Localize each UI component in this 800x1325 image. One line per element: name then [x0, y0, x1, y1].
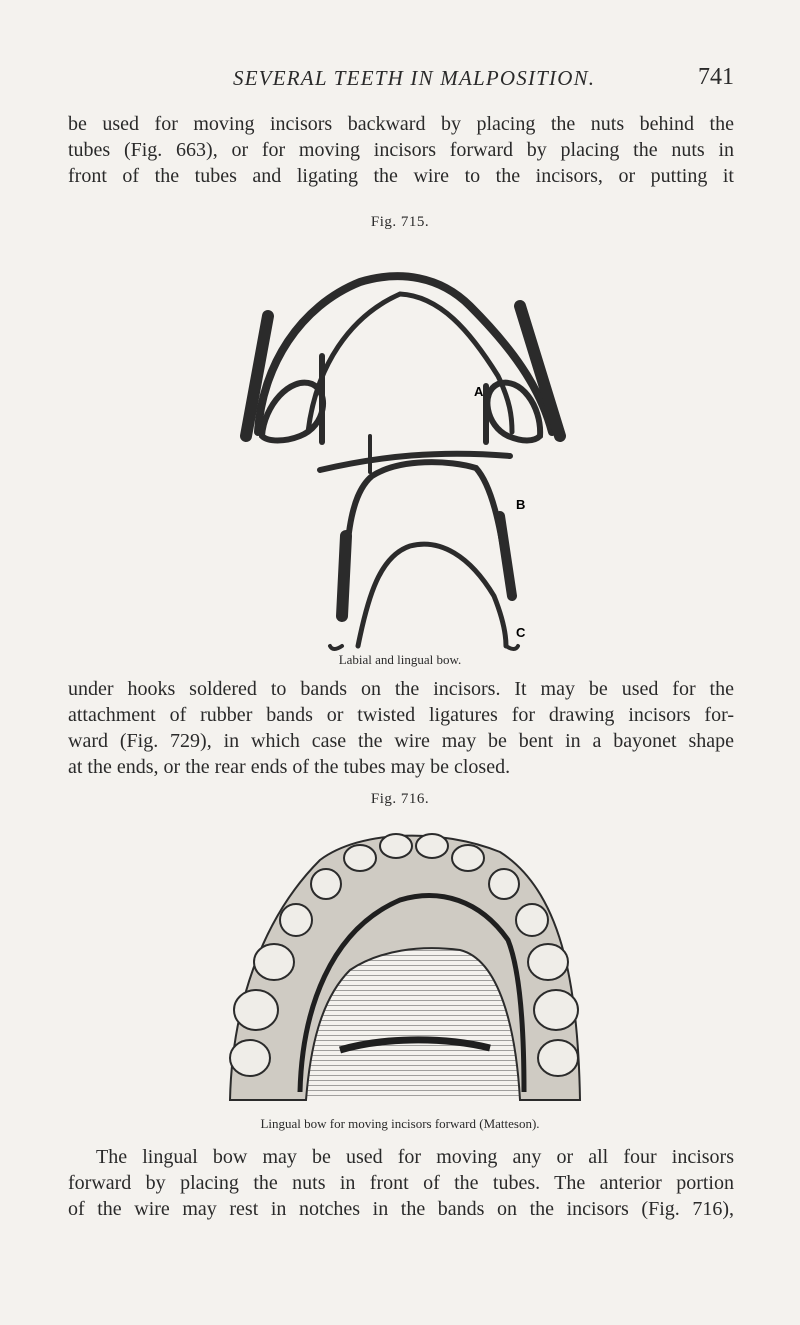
figure-letter-c: C: [516, 625, 526, 640]
figure-715-label: Fig. 715.: [370, 214, 430, 230]
tooth: [452, 845, 484, 871]
tooth: [234, 990, 278, 1030]
tooth: [489, 869, 519, 899]
paragraph-3: [68, 1144, 734, 1222]
text-line: front of the tubes and ligating the wire to the incisors, or putting it: [68, 165, 734, 187]
tooth: [528, 944, 568, 980]
text-line: The lingual bow may be used for moving any or all four incisors: [96, 1146, 734, 1168]
tooth: [416, 834, 448, 858]
tooth: [311, 869, 341, 899]
text-line: under hooks soldered to bands on the incisors. It may be used for the: [68, 678, 734, 700]
figure-715-illustration: [0, 236, 800, 686]
tooth: [534, 990, 578, 1030]
figure-716-caption: Lingual bow for moving incisors forward (Matteson).: [260, 1116, 540, 1131]
figure-716-label: Fig. 716.: [370, 791, 430, 807]
figure-716-illustration: [0, 810, 800, 1110]
figure-715-caption: Labial and lingual bow.: [338, 652, 462, 667]
text-line: ward (Fig. 729), in which case the wire may be bent in a bayonet shape: [68, 730, 734, 752]
text-line: attachment of rubber bands or twisted ligatures for drawing incisors for-: [68, 704, 734, 726]
lingual-right-tube: [500, 516, 512, 596]
text-line: forward by placing the nuts in front of the tubes. The anterior portion: [68, 1172, 734, 1194]
figure-letter-b: B: [516, 497, 526, 512]
tooth: [380, 834, 412, 858]
paragraph-1: [68, 111, 734, 189]
page-number: 741: [698, 64, 734, 90]
figure-letter-a: A: [474, 384, 484, 399]
running-head: SEVERAL TEETH IN MALPOSITION.: [233, 66, 596, 90]
page-header: [0, 66, 800, 96]
lingual-bow-outer: [344, 462, 506, 616]
text-line: be used for moving incisors backward by placing the nuts behind the: [68, 113, 734, 135]
tooth: [344, 845, 376, 871]
text-line: of the wire may rest in notches in the bands on the incisors (Fig. 716),: [68, 1198, 734, 1220]
tooth: [516, 904, 548, 936]
tooth: [230, 1040, 270, 1076]
paragraph-2: [68, 676, 734, 780]
text-line: tubes (Fig. 663), or for moving incisors forward by placing the nuts in: [68, 139, 734, 161]
lingual-left-tube: [342, 536, 346, 616]
tooth: [254, 944, 294, 980]
tooth: [538, 1040, 578, 1076]
text-line: at the ends, or the rear ends of the tubes may be closed.: [68, 756, 511, 778]
tooth: [280, 904, 312, 936]
lingual-bow-inner: [358, 544, 506, 646]
